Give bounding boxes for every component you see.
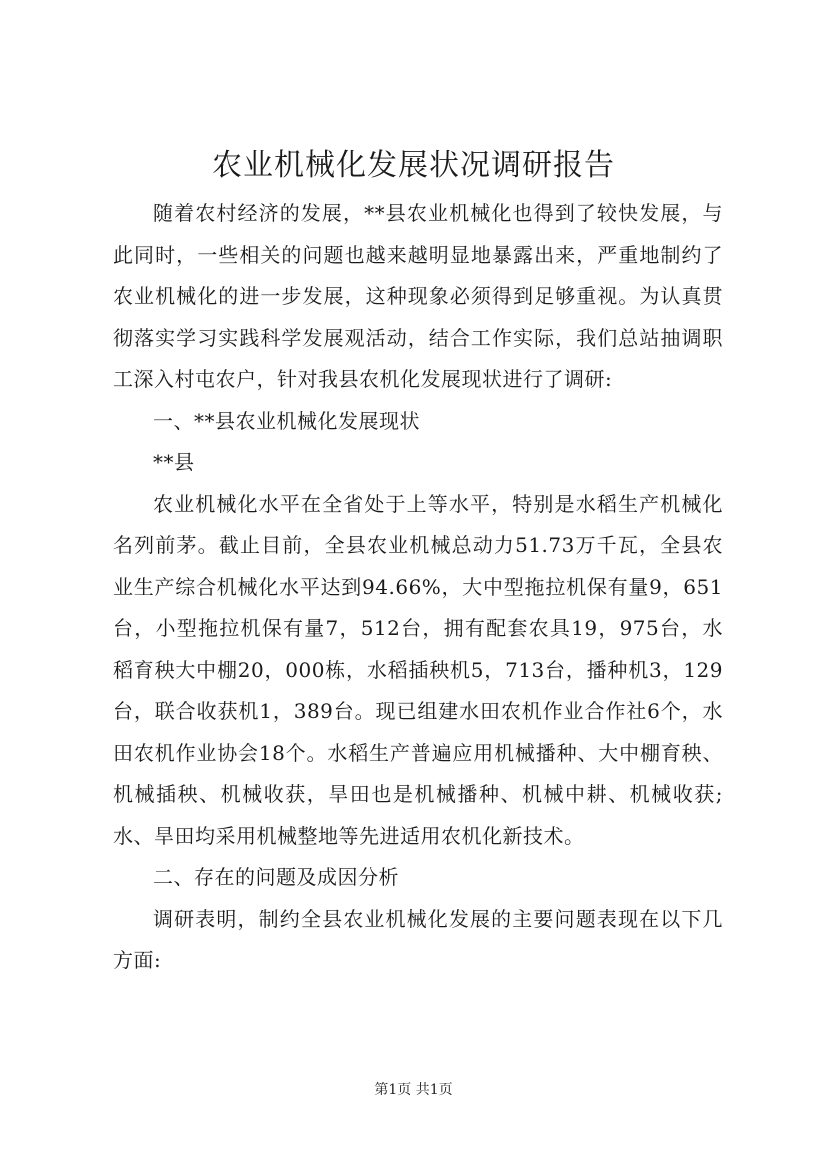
- page-footer: 第1页 共1页: [374, 1082, 453, 1098]
- analysis-paragraph: 调研表明，制约全县农业机械化发展的主要问题表现在以下几方面:: [113, 906, 723, 972]
- status-paragraph: 农业机械化水平在全省处于上等水平，特别是水稻生产机械化名列前茅。截止目前，全县农业机械总动力51.73万千瓦，全县农业生产综合机械化水平达到94.66%，大中型拖拉机保有量9，651台，小型拖拉机保有量7，512台，拥有配套农具19，975台，水稻育秧大中棚20，000栋，水稻插秧机5，713台，播种机3，129台，联合收获机1，389台。现已组建水田农机作业合作社6个，水田农机作业协会18个。水稻生产普遍应用机械播种、大中棚育秧、机械插秧、机械收获，旱田也是机械播种、机械中耕、机械收获;水、旱田均采用机械整地等先进适用农机化新技术。: [113, 491, 723, 848]
- section-heading-2: 二、存在的问题及成因分析: [153, 865, 399, 889]
- section-heading-1: 一、**县农业机械化发展现状: [153, 408, 420, 433]
- document-title: 农业机械化发展状况调研报告: [212, 148, 615, 183]
- intro-paragraph: 随着农村经济的发展，**县农业机械化也得到了较快发展，与此同时，一些相关的问题也越来越明显地暴露出来，严重地制约了农业机械化的进一步发展，这种现象必须得到足够重视。为认真贯彻落实学习实践科学发展观活动，结合工作实际，我们总站抽调职工深入村屯农户，针对我县农机化发展现状进行了调研:: [113, 201, 723, 391]
- county-label: **县: [153, 450, 195, 474]
- document-body: [113, 193, 723, 982]
